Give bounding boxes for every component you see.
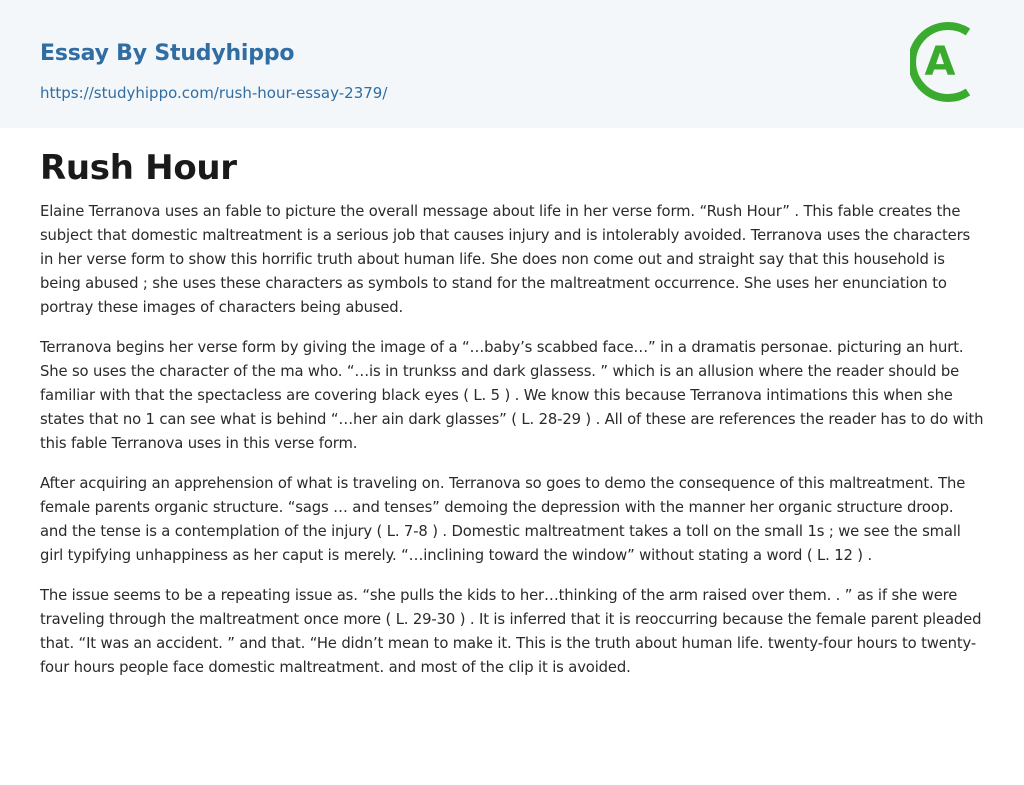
essay-url-link[interactable]: https://studyhippo.com/rush-hour-essay-2379/ [40, 84, 388, 102]
essay-content [0, 128, 1024, 680]
site-brand[interactable]: Essay By Studyhippo [40, 41, 295, 66]
essay-paragraph: The issue seems to be a repeating issue as. “she pulls the kids to her…thinking of the arm raised over them. . ” as if she were traveling through the maltreatment once more ( L. 29-30 ) . It is inferred that it is reoccurring because the female parent pleaded that. “It was an accident. ” and that. “He didn’t mean to make it. This is the truth about human life. twenty-four hours to twenty-four hours people face domestic maltreatment. and most of the clip it is avoided. [40, 587, 982, 676]
essay-paragraph: Elaine Terranova uses an fable to picture the overall message about life in her verse form. “Rush Hour” . This fable creates the subject that domestic maltreatment is a serious job that causes injury and is intolerably avoided. Terranova uses the characters in her verse form to show this horrific truth about human life. She does non come out and straight say that this household is being abused ; she uses these characters as symbols to stand for the maltreatment occurrence. She uses her enunciation to portray these images of characters being abused. [40, 203, 971, 316]
studyhippo-logo-icon[interactable] [910, 18, 988, 106]
essay-paragraph: After acquiring an apprehension of what is traveling on. Terranova so goes to demo the consequence of this maltreatment. The female parents organic structure. “sags … and tenses” demoing the depression with the manner her organic structure droop. and the tense is a contemplation of the injury ( L. 7-8 ) . Domestic maltreatment takes a toll on the small 1s ; we see the small girl typifying unhappiness as her caput is merely. “…inclining toward the window” without stating a word ( L. 12 ) . [40, 475, 966, 564]
essay-paragraph: Terranova begins her verse form by giving the image of a “…baby’s scabbed face…” in a dramatis personae. picturing an hurt. She so uses the character of the ma who. “…is in trunkss and dark glassess. ” which is an allusion where the reader should be familiar with that the spectacless are covering black eyes ( L. 5 ) . We know this because Terranova intimations this when she states that no 1 can see what is behind “…her ain dark glasses” ( L. 28-29 ) . All of these are references the reader has to do with this fable Terranova uses in this verse form. [40, 339, 984, 452]
site-header [0, 0, 1024, 128]
logo-letter: A [924, 39, 956, 85]
essay-title: Rush Hour [40, 148, 237, 188]
